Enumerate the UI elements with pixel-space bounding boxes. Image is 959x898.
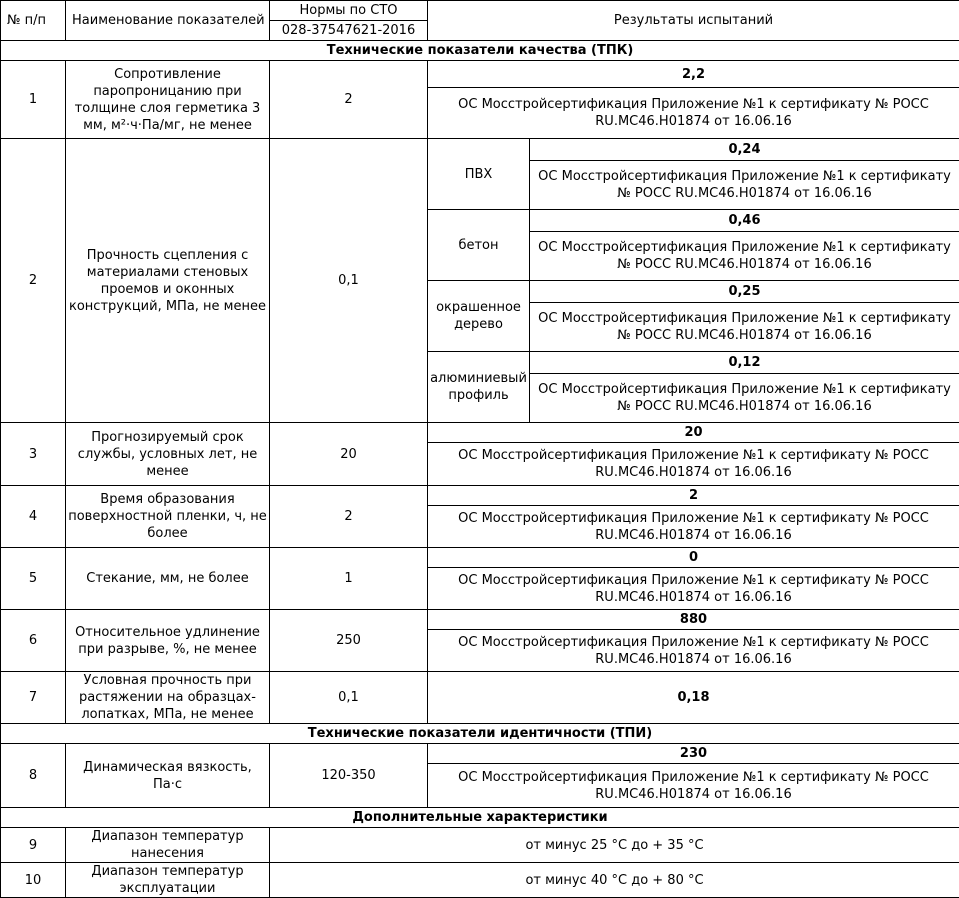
row-number: 7 [1, 672, 66, 724]
certificate-text: ОС Мосстройсертификация Приложение №1 к сертификату № РОСС RU.МС46.Н01874 от 16.06.16 [428, 764, 959, 808]
substrate-material: алюминиевый профиль [428, 352, 530, 423]
result-value: от минус 40 °С до + 80 °С [270, 863, 959, 898]
result-value: 20 [428, 423, 959, 443]
result-value: от минус 25 °С до + 35 °С [270, 828, 959, 863]
row-number: 3 [1, 423, 66, 486]
row-number: 6 [1, 610, 66, 672]
section-title-extra: Дополнительные характеристики [1, 808, 959, 828]
row-number: 5 [1, 548, 66, 610]
row-number: 9 [1, 828, 66, 863]
result-value: 0,25 [530, 281, 959, 303]
norm-value: 250 [270, 610, 428, 672]
result-value: 0,46 [530, 210, 959, 232]
result-value: 0 [428, 548, 959, 568]
header-num: № п/п [1, 1, 66, 41]
indicator-name: Относительное удлинение при разрыве, %, не менее [66, 610, 270, 672]
certificate-text: ОС Мосстройсертификация Приложение №1 к сертификату № РОСС RU.МС46.Н01874 от 16.06.16 [530, 303, 959, 352]
substrate-material: бетон [428, 210, 530, 281]
header-results: Результаты испытаний [428, 1, 959, 41]
indicator-name: Прочность сцепления с материалами стеновых проемов и оконных конструкций, МПа, не менее [66, 139, 270, 423]
certificate-text: ОС Мосстройсертификация Приложение №1 к сертификату № РОСС RU.МС46.Н01874 от 16.06.16 [428, 506, 959, 548]
indicator-name: Условная прочность при растяжении на образцах-лопатках, МПа, не менее [66, 672, 270, 724]
result-value: 2 [428, 486, 959, 506]
section-title-tpk: Технические показатели качества (ТПК) [1, 41, 959, 61]
indicator-name: Сопротивление паропроницанию при толщине слоя герметика 3 мм, м²·ч·Па/мг, не менее [66, 61, 270, 139]
certificate-text: ОС Мосстройсертификация Приложение №1 к сертификату № РОСС RU.МС46.Н01874 от 16.06.16 [530, 232, 959, 281]
indicator-name: Стекание, мм, не более [66, 548, 270, 610]
norm-value: 20 [270, 423, 428, 486]
indicator-name: Время образования поверхностной пленки, ч, не более [66, 486, 270, 548]
indicator-name: Диапазон температур нанесения [66, 828, 270, 863]
certificate-text: ОС Мосстройсертификация Приложение №1 к сертификату № РОСС RU.МС46.Н01874 от 16.06.16 [428, 630, 959, 672]
header-name: Наименование показателей [66, 1, 270, 41]
result-value: 230 [428, 744, 959, 764]
substrate-material: ПВХ [428, 139, 530, 210]
certificate-text: ОС Мосстройсертификация Приложение №1 к сертификату № РОСС RU.МС46.Н01874 от 16.06.16 [530, 374, 959, 423]
header-norm-title: Нормы по СТО [270, 1, 428, 21]
norm-value: 2 [270, 486, 428, 548]
section-title-tpi: Технические показатели идентичности (ТПИ) [1, 724, 959, 744]
result-value: 880 [428, 610, 959, 630]
indicator-name: Диапазон температур эксплуатации [66, 863, 270, 898]
substrate-material: окрашенное дерево [428, 281, 530, 352]
norm-value: 1 [270, 548, 428, 610]
header-norm-code: 028-37547621-2016 [270, 21, 428, 41]
result-value: 0,24 [530, 139, 959, 161]
row-number: 8 [1, 744, 66, 808]
norm-value: 120-350 [270, 744, 428, 808]
row-number: 10 [1, 863, 66, 898]
row-number: 2 [1, 139, 66, 423]
result-value: 0,12 [530, 352, 959, 374]
certificate-text: ОС Мосстройсертификация Приложение №1 к сертификату № РОСС RU.МС46.Н01874 от 16.06.16 [428, 443, 959, 486]
result-value: 2,2 [428, 61, 959, 88]
result-value: 0,18 [428, 672, 959, 724]
norm-value: 0,1 [270, 139, 428, 423]
row-number: 1 [1, 61, 66, 139]
row-number: 4 [1, 486, 66, 548]
indicator-name: Прогнозируемый срок службы, условных лет, не менее [66, 423, 270, 486]
certificate-text: ОС Мосстройсертификация Приложение №1 к сертификату № РОСС RU.МС46.Н01874 от 16.06.16 [428, 568, 959, 610]
certificate-text: ОС Мосстройсертификация Приложение №1 к сертификату № РОСС RU.МС46.Н01874 от 16.06.16 [428, 88, 959, 139]
indicator-name: Динамическая вязкость, Па·с [66, 744, 270, 808]
norm-value: 0,1 [270, 672, 428, 724]
certificate-text: ОС Мосстройсертификация Приложение №1 к сертификату № РОСС RU.МС46.Н01874 от 16.06.16 [530, 161, 959, 210]
norm-value: 2 [270, 61, 428, 139]
